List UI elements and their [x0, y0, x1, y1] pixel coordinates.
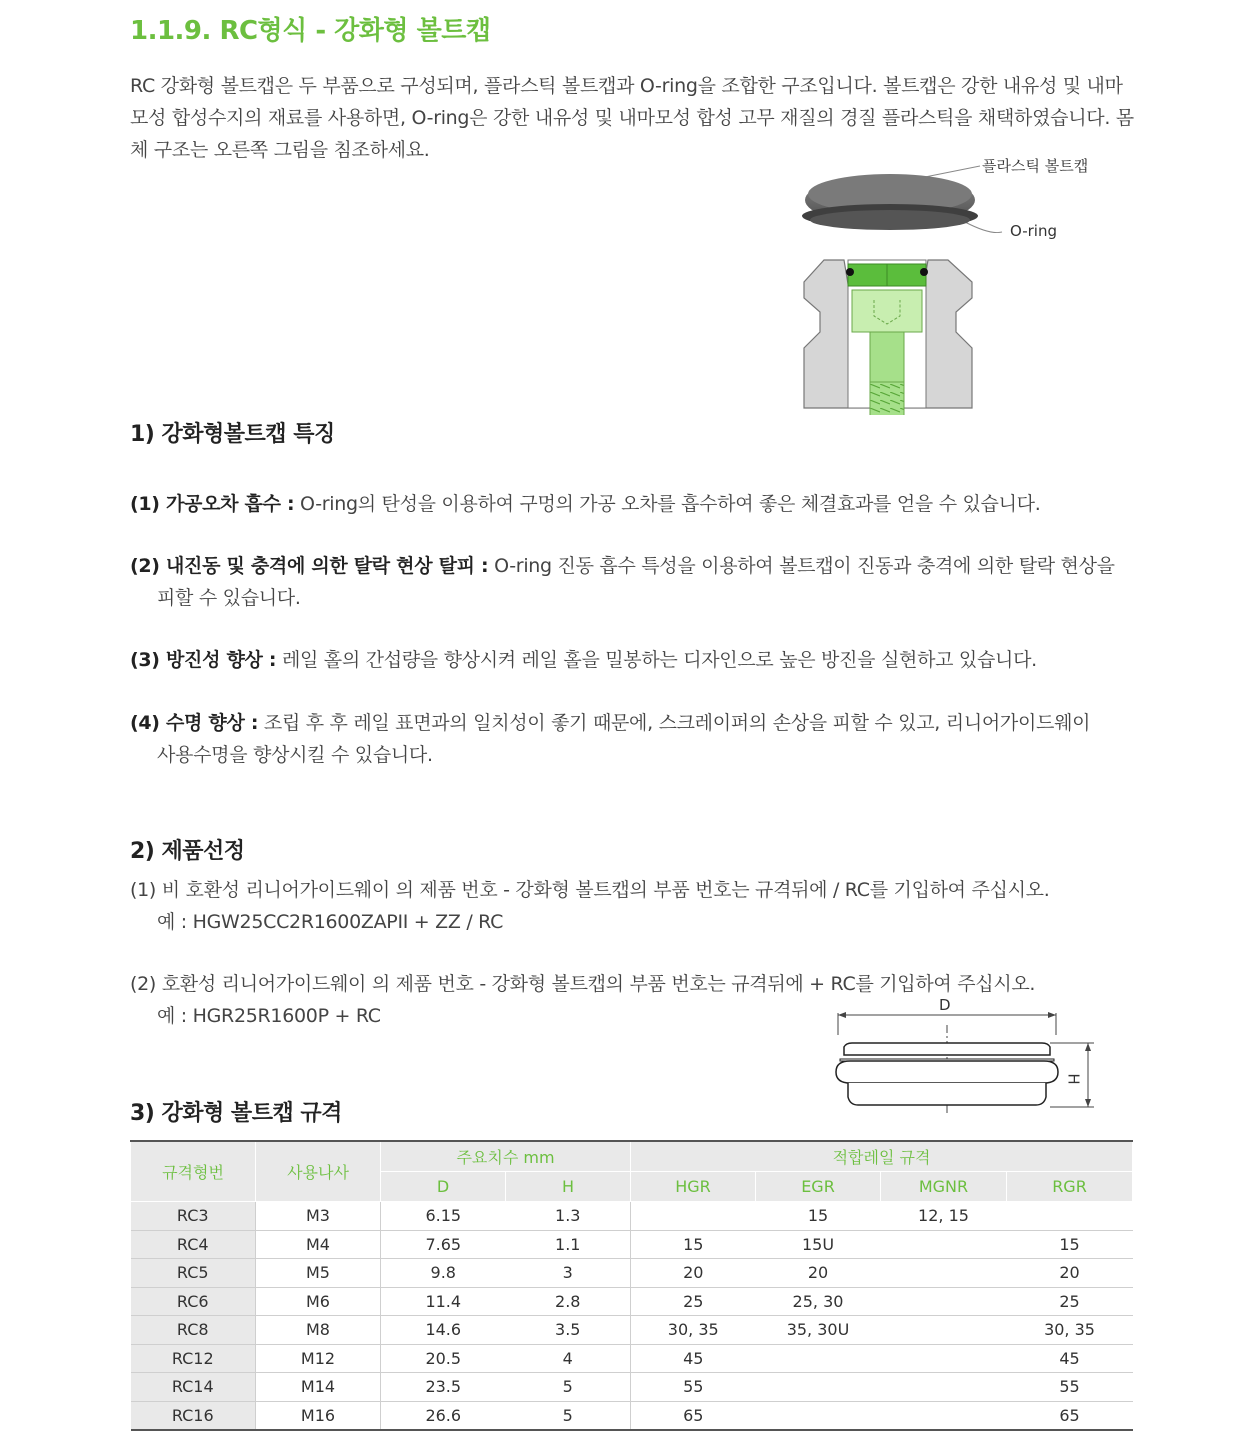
header-hgr: HGR — [631, 1172, 756, 1202]
cell-egr — [756, 1401, 881, 1430]
selection-item-1-example: 예 : HGW25CC2R1600ZAPII + ZZ / RC — [157, 911, 504, 933]
table-row — [131, 1230, 1133, 1259]
selection-item-1 — [130, 874, 1135, 938]
table-row — [131, 1401, 1133, 1430]
cell-mgnr — [881, 1344, 1007, 1373]
cell-hgr: 25 — [631, 1287, 756, 1316]
dimension-d-label: D — [939, 996, 951, 1014]
cell-h: 1.1 — [506, 1230, 631, 1259]
cell-rgr: 15 — [1007, 1230, 1133, 1259]
cell-rgr: 30, 35 — [1007, 1316, 1133, 1345]
cap-dimension-diagram — [830, 995, 1100, 1117]
cell-hgr: 65 — [631, 1401, 756, 1430]
cell-model: RC5 — [131, 1259, 256, 1288]
cell-d: 9.8 — [381, 1259, 506, 1288]
header-h: H — [506, 1172, 631, 1202]
cell-mgnr — [881, 1230, 1007, 1259]
feature-item-2-body: O-ring 진동 흡수 특성을 이용하여 볼트캡이 진동과 충격에 의한 탈락 현상을 — [488, 555, 1115, 577]
cell-d: 11.4 — [381, 1287, 506, 1316]
label-plastic-cap: 플라스틱 볼트캡 — [982, 157, 1089, 175]
cell-egr: 20 — [756, 1259, 881, 1288]
cell-hgr — [631, 1202, 756, 1231]
cell-screw: M4 — [256, 1230, 381, 1259]
cell-screw: M5 — [256, 1259, 381, 1288]
page-title: 1.1.9. RC형식 - 강화형 볼트캡 — [130, 16, 491, 46]
cell-screw: M8 — [256, 1316, 381, 1345]
cell-rgr — [1007, 1202, 1133, 1231]
cell-egr: 15 — [756, 1202, 881, 1231]
cell-screw: M12 — [256, 1344, 381, 1373]
cell-mgnr — [881, 1373, 1007, 1402]
feature-item-3 — [130, 644, 1135, 676]
cell-d: 14.6 — [381, 1316, 506, 1345]
feature-item-1-title: (1) 가공오차 흡수 : — [130, 493, 295, 515]
cell-rgr: 65 — [1007, 1401, 1133, 1430]
cell-d: 26.6 — [381, 1401, 506, 1430]
cell-rgr: 25 — [1007, 1287, 1133, 1316]
cell-h: 5 — [506, 1401, 631, 1430]
header-compatible-rail: 적합레일 규격 — [631, 1141, 1133, 1172]
cell-mgnr — [881, 1259, 1007, 1288]
cell-d: 7.65 — [381, 1230, 506, 1259]
cell-model: RC12 — [131, 1344, 256, 1373]
cell-screw: M3 — [256, 1202, 381, 1231]
cell-rgr: 20 — [1007, 1259, 1133, 1288]
table-row — [131, 1344, 1133, 1373]
cell-egr: 15U — [756, 1230, 881, 1259]
cell-hgr: 15 — [631, 1230, 756, 1259]
cell-model: RC14 — [131, 1373, 256, 1402]
bolt-cap-cross-section-diagram — [790, 160, 1030, 415]
cell-h: 1.3 — [506, 1202, 631, 1231]
feature-item-3-body: 레일 홀의 간섭량을 향상시켜 레일 홀을 밀봉하는 디자인으로 높은 방진을 실현하고 있습니다. — [276, 649, 1037, 671]
cell-model: RC16 — [131, 1401, 256, 1430]
section1-heading: 1) 강화형볼트캡 특징 — [130, 422, 335, 447]
cell-hgr: 55 — [631, 1373, 756, 1402]
feature-item-3-title: (3) 방진성 향상 : — [130, 649, 277, 671]
cell-h: 3.5 — [506, 1316, 631, 1345]
feature-item-4-body-line2: 사용수명을 향상시킬 수 있습니다. — [157, 744, 433, 766]
cell-h: 4 — [506, 1344, 631, 1373]
cell-model: RC6 — [131, 1287, 256, 1316]
cell-mgnr — [881, 1401, 1007, 1430]
cell-hgr: 30, 35 — [631, 1316, 756, 1345]
cell-model: RC4 — [131, 1230, 256, 1259]
header-egr: EGR — [756, 1172, 881, 1202]
intro-paragraph: RC 강화형 볼트캡은 두 부품으로 구성되며, 플라스틱 볼트캡과 O-ring을 조합한 구조입니다. 볼트캡은 강한 내유성 및 내마모성 합성수지의 재료를 사용하면, O-ring은 강한 내유성 및 내마모성 합성 고무 재질의 경질 플라스틱을 채택하였습니다. 몸체 구조는 오른쪽 그림을 침조하세요. — [130, 75, 1134, 161]
dimension-h-label: H — [1064, 1073, 1083, 1085]
header-rgr: RGR — [1007, 1172, 1133, 1202]
cell-screw: M6 — [256, 1287, 381, 1316]
section3-heading: 3) 강화형 볼트캡 규격 — [130, 1101, 342, 1126]
table-row — [131, 1373, 1133, 1402]
cell-egr: 25, 30 — [756, 1287, 881, 1316]
cell-h: 3 — [506, 1259, 631, 1288]
header-screw: 사용나사 — [256, 1141, 381, 1202]
cell-h: 5 — [506, 1373, 631, 1402]
cell-screw: M14 — [256, 1373, 381, 1402]
cell-hgr: 45 — [631, 1344, 756, 1373]
cell-model: RC3 — [131, 1202, 256, 1231]
header-mgnr: MGNR — [881, 1172, 1007, 1202]
feature-item-1 — [130, 488, 1135, 520]
cell-screw: M16 — [256, 1401, 381, 1430]
table-row — [131, 1287, 1133, 1316]
cell-mgnr: 12, 15 — [881, 1202, 1007, 1231]
header-main-dimensions: 주요치수 mm — [381, 1141, 631, 1172]
header-model: 규격형번 — [131, 1141, 256, 1202]
section2-heading: 2) 제품선정 — [130, 839, 245, 864]
feature-item-2-title: (2) 내진동 및 충격에 의한 탈락 현상 탈피 : — [130, 555, 489, 577]
table-row — [131, 1202, 1133, 1231]
cell-h: 2.8 — [506, 1287, 631, 1316]
cell-hgr: 20 — [631, 1259, 756, 1288]
feature-item-2-body-line2: 피할 수 있습니다. — [157, 587, 301, 609]
cell-rgr: 55 — [1007, 1373, 1133, 1402]
cell-egr — [756, 1344, 881, 1373]
table-row — [131, 1316, 1133, 1345]
cell-model: RC8 — [131, 1316, 256, 1345]
feature-item-4-body: 조립 후 후 레일 표면과의 일치성이 좋기 때문에, 스크레이퍼의 손상을 피할 수 있고, 리니어가이드웨이 — [258, 712, 1091, 734]
selection-item-1-text: (1) 비 호환성 리니어가이드웨이 의 제품 번호 - 강화형 볼트캡의 부품 번호는 규격뒤에 / RC를 기입하여 주십시오. — [130, 879, 1050, 901]
label-oring: O-ring — [1010, 222, 1057, 240]
feature-item-4-title: (4) 수명 향상 : — [130, 712, 259, 734]
header-d: D — [381, 1172, 506, 1202]
cell-d: 23.5 — [381, 1373, 506, 1402]
cell-egr — [756, 1373, 881, 1402]
feature-item-2 — [130, 550, 1135, 614]
cell-egr: 35, 30U — [756, 1316, 881, 1345]
selection-item-2-text: (2) 호환성 리니어가이드웨이 의 제품 번호 - 강화형 볼트캡의 부품 번호는 규격뒤에 + RC를 기입하여 주십시오. — [130, 973, 1036, 995]
cell-rgr: 45 — [1007, 1344, 1133, 1373]
bolt-cap-spec-table — [130, 1140, 1133, 1431]
table-row — [131, 1259, 1133, 1288]
feature-item-1-body: O-ring의 탄성을 이용하여 구멍의 가공 오차를 흡수하여 좋은 체결효과를 얻을 수 있습니다. — [294, 493, 1041, 515]
table-header-row-1 — [131, 1141, 1133, 1172]
feature-item-4 — [130, 707, 1135, 771]
cell-mgnr — [881, 1287, 1007, 1316]
cell-d: 20.5 — [381, 1344, 506, 1373]
cell-mgnr — [881, 1316, 1007, 1345]
selection-item-2-example: 예 : HGR25R1600P + RC — [157, 1005, 381, 1027]
cell-d: 6.15 — [381, 1202, 506, 1231]
